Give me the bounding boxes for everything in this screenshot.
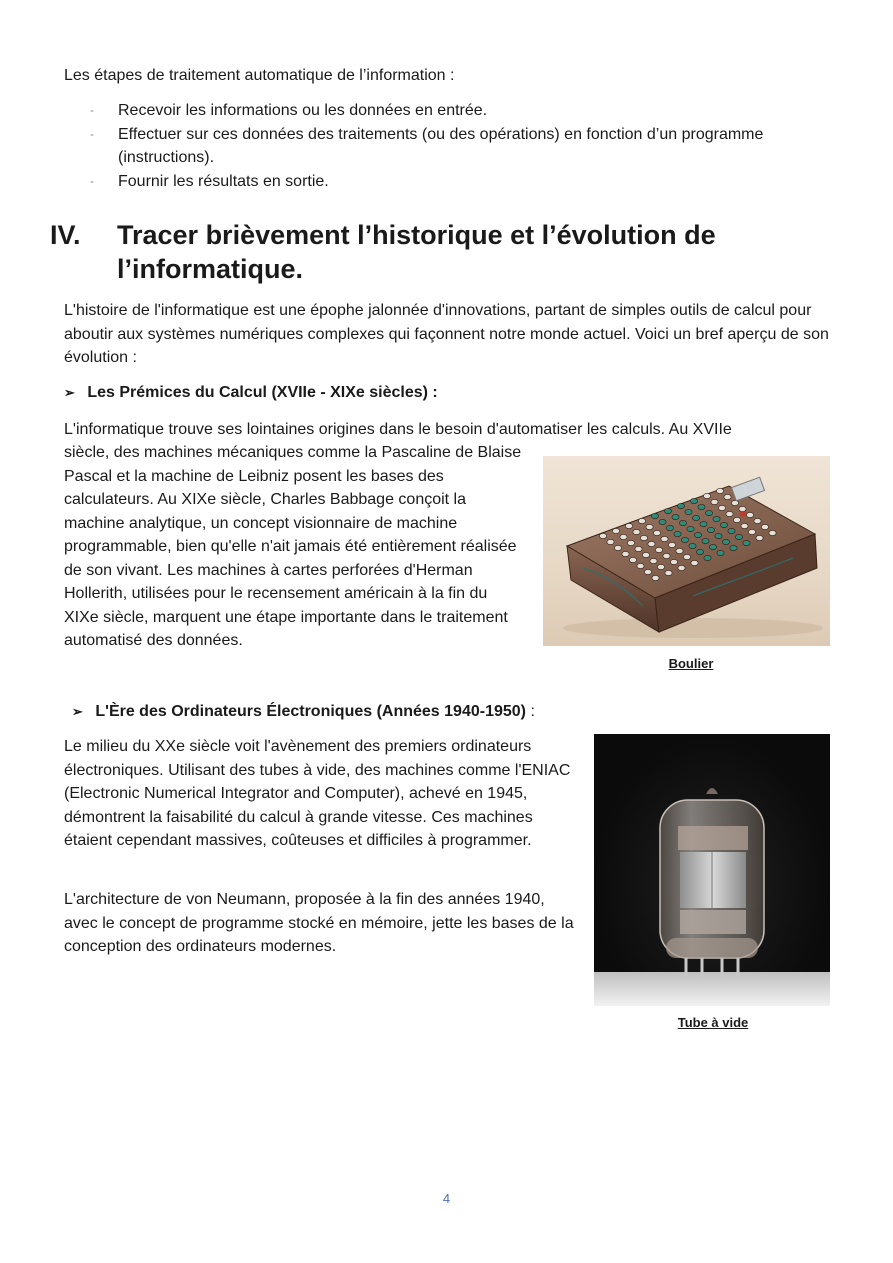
calculator-key	[700, 521, 707, 526]
calculator-photo	[543, 456, 830, 646]
calculator-key	[696, 549, 703, 554]
calculator-key	[692, 515, 699, 520]
calculator-key	[746, 512, 753, 517]
calculator-key	[726, 511, 733, 516]
calculator-key	[668, 542, 675, 547]
vacuum-tube-image	[594, 734, 830, 1006]
calculator-key	[665, 570, 672, 575]
mechanical-calculator-image	[543, 456, 830, 646]
calculator-key	[607, 539, 614, 544]
calculator-key	[733, 517, 740, 522]
calculator-key	[659, 519, 666, 524]
calculator-key	[731, 500, 738, 505]
calculator-key	[652, 575, 659, 580]
calculator-key	[644, 569, 651, 574]
calculator-key	[748, 529, 755, 534]
calculator-key	[709, 544, 716, 549]
calculator-key	[743, 540, 750, 545]
calculator-key	[685, 509, 692, 514]
calculator-key	[633, 529, 640, 534]
calculator-key	[717, 550, 724, 555]
calculator-key	[672, 514, 679, 519]
calculator-key	[625, 523, 632, 528]
calculator-key	[754, 518, 761, 523]
steps-list	[64, 99, 784, 194]
calculator-key	[620, 534, 627, 539]
calculator-key	[653, 530, 660, 535]
calculator-caption: Boulier	[668, 656, 714, 671]
calculator-key	[705, 510, 712, 515]
dash-bullet: -	[90, 103, 94, 117]
calculator-key	[690, 498, 697, 503]
calculator-key	[756, 535, 763, 540]
calculator-key	[638, 518, 645, 523]
section2-para2: L'architecture de von Neumann, proposée à la fin des années 1940, avec le concept de programme stocké en mémoire, jette les bases de la conception des ordinateurs modernes.	[64, 891, 574, 955]
calculator-key	[702, 538, 709, 543]
calculator-key	[694, 532, 701, 537]
calculator-key	[681, 537, 688, 542]
section1-title: Les Prémices du Calcul (XVIIe - XIXe siècles) :	[87, 384, 438, 401]
calculator-key	[711, 499, 718, 504]
section1-body: siècle, des machines mécaniques comme la Pascaline de Blaise Pascal et la machine de Leibniz posent les bases des calculateurs. Au XIXe siècle, Charles Babbage conçoit la machine analytique, un concept visionnaire de machine programmable, bien qu'elle n'ait jamais été entièrement réalisée de son vivant. Les machines à cartes perforées d'Herman Hollerith, utilisées pour le recensement américain à la fin du XIXe siècle, marquent une étape importante dans le traitement automatisé des données.	[64, 444, 522, 649]
calculator-key	[720, 522, 727, 527]
calculator-key	[612, 528, 619, 533]
dash-bullet: -	[90, 127, 94, 141]
calculator-key	[698, 504, 705, 509]
heading-title: Tracer brièvement l’historique et l’évolution de l’informatique.	[117, 220, 716, 284]
calculator-key	[703, 493, 710, 498]
calculator-key	[741, 523, 748, 528]
calculator-key	[637, 563, 644, 568]
calculator-key	[691, 560, 698, 565]
calculator-key	[679, 520, 686, 525]
dash-bullet: -	[90, 174, 94, 188]
calculator-key	[761, 524, 768, 529]
page-number: 4	[442, 1191, 451, 1206]
calculator-key	[718, 505, 725, 510]
calculator-key	[676, 548, 683, 553]
calculator-key	[670, 559, 677, 564]
calculator-key	[722, 539, 729, 544]
section2-heading	[72, 700, 772, 723]
list-item: - Recevoir les informations ou les données en entrée.	[64, 99, 784, 122]
calculator-key	[674, 531, 681, 536]
arrow-bullet-icon: ➢	[72, 704, 83, 719]
calculator-key	[683, 554, 690, 559]
section1-heading	[64, 381, 664, 404]
calculator-key	[629, 557, 636, 562]
intro-text: Les étapes de traitement automatique de l’information :	[64, 67, 455, 84]
vacuum-tube-caption: Tube à vide	[677, 1015, 749, 1030]
heading-number: IV.	[50, 220, 81, 250]
calculator-key	[627, 540, 634, 545]
calculator-key	[716, 488, 723, 493]
history-intro: L'histoire de l'informatique est une épophe jalonnée d'innovations, partant de simples outils de calcul pour aboutir aux systèmes numériques complexes qui façonnent notre monde actuel. Voici un bref aperçu de son évolution :	[64, 302, 829, 366]
calculator-key	[735, 534, 742, 539]
calculator-key	[664, 508, 671, 513]
calculator-key	[707, 527, 714, 532]
calculator-key	[657, 564, 664, 569]
calculator-key	[689, 543, 696, 548]
calculator-key	[713, 516, 720, 521]
calculator-key	[704, 555, 711, 560]
arrow-bullet-icon: ➢	[64, 385, 75, 400]
section2-title: L'Ère des Ordinateurs Électroniques (Années 1940-1950)	[95, 703, 526, 720]
calculator-key	[642, 552, 649, 557]
calculator-key	[646, 524, 653, 529]
calculator-key	[663, 553, 670, 558]
calculator-key	[715, 533, 722, 538]
calculator-key	[678, 565, 685, 570]
calculator-key	[739, 506, 746, 511]
calculator-key	[650, 558, 657, 563]
section2-title-suffix: :	[526, 703, 535, 720]
calculator-key	[677, 503, 684, 508]
calculator-key	[769, 530, 776, 535]
calculator-key	[640, 535, 647, 540]
calculator-key	[655, 547, 662, 552]
calculator-key	[622, 551, 629, 556]
calculator-key	[730, 545, 737, 550]
calculator-key	[635, 546, 642, 551]
list-item: - Fournir les résultats en sortie.	[64, 170, 784, 193]
calculator-key	[661, 536, 668, 541]
calculator-key	[728, 528, 735, 533]
section1-first-line: L'informatique trouve ses lointaines origines dans le besoin d'automatiser les calculs. Au XVIIe	[64, 421, 732, 438]
calculator-key	[648, 541, 655, 546]
calculator-key	[651, 513, 658, 518]
list-item: - Effectuer sur ces données des traitements (ou des opérations) en fonction d’un programme (instructions).	[64, 123, 784, 169]
calculator-key	[724, 494, 731, 499]
vacuum-tube-photo	[594, 734, 830, 1006]
calculator-key	[614, 545, 621, 550]
calculator-key	[666, 525, 673, 530]
calculator-key	[599, 533, 606, 538]
section2-para1: Le milieu du XXe siècle voit l'avènement des premiers ordinateurs électroniques. Utilisant des tubes à vide, des machines comme l'ENIAC (Electronic Numerical Integrator and Computer), achevé en 1945, démontrent la faisabilité du calcul à grande vitesse. Ces machines étaient cependant massives, coûteuses et difficiles à programmer.	[64, 738, 571, 849]
calculator-key	[687, 526, 694, 531]
